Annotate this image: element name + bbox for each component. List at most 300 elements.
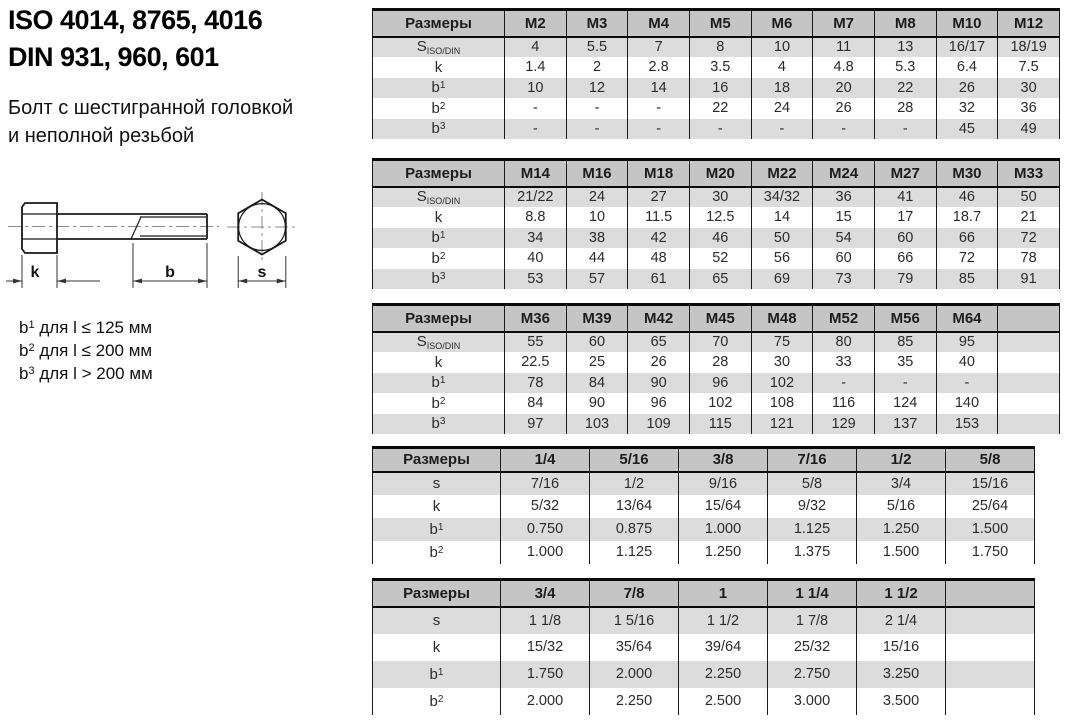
k-arrow-left [13, 279, 22, 284]
row-label: k [373, 207, 505, 228]
dimension-value: 1.125 [768, 518, 857, 541]
table-row [373, 607, 1035, 634]
product-subtitle-line2: и неполной резьбой [8, 125, 195, 147]
dimension-value: 21 [998, 207, 1060, 228]
row-label: $b^2$ [373, 248, 505, 269]
dimension-value: 1 1/2 [679, 607, 768, 634]
dimension-value: 60 [874, 228, 936, 249]
dimension-value: 69 [751, 269, 813, 290]
dimension-value: 30 [751, 352, 813, 373]
size-header: M5 [689, 10, 751, 37]
dimension-value: 24 [751, 98, 813, 119]
dimension-value: 15/16 [946, 472, 1035, 495]
dimension-value: - [628, 98, 690, 119]
metric-table-m14-m33 [372, 158, 1060, 289]
size-header: M2 [505, 10, 567, 37]
dimension-value: 1.500 [946, 518, 1035, 541]
dimension-value: 85 [874, 332, 936, 353]
dimension-value: 121 [751, 414, 813, 435]
s-arrow-right [277, 279, 286, 284]
dimension-value: 84 [505, 393, 567, 414]
dimension-value: 48 [628, 248, 690, 269]
dimension-value: 28 [689, 352, 751, 373]
dimension-value: 4 [751, 57, 813, 78]
dimension-value: 14 [628, 78, 690, 99]
dimension-value: 1/2 [590, 472, 679, 495]
dimension-value: 65 [628, 332, 690, 353]
dimension-value: 26 [628, 352, 690, 373]
dimension-value: 4 [505, 37, 567, 58]
row-label: $b^1$ [373, 518, 501, 541]
dimension-value: 27 [628, 187, 690, 208]
k-arrow-right [57, 279, 66, 284]
dimension-value: 15/64 [679, 495, 768, 518]
dimension-value: 60 [813, 248, 875, 269]
table-row [373, 187, 1060, 208]
dimension-value: 36 [998, 98, 1060, 119]
dimension-value: 34/32 [751, 187, 813, 208]
table-row [373, 332, 1060, 353]
row-label: $b^2$ [373, 393, 505, 414]
dimension-value: - [505, 119, 567, 140]
table-row [373, 688, 1035, 715]
dimension-value: 2 1/4 [857, 607, 946, 634]
s-arrow-left [238, 279, 247, 284]
dimension-value: 44 [566, 248, 628, 269]
size-header: M18 [628, 160, 690, 187]
dimension-value: 34 [505, 228, 567, 249]
dimension-value: - [628, 119, 690, 140]
dimension-value: 73 [813, 269, 875, 290]
dimension-value: 103 [566, 414, 628, 435]
dimension-value: 11.5 [628, 207, 690, 228]
dimension-value: 70 [689, 332, 751, 353]
dimension-value: 1 5/16 [590, 607, 679, 634]
dimension-value: 5/8 [768, 472, 857, 495]
dimension-value: 5.5 [566, 37, 628, 58]
dimension-value: 96 [628, 393, 690, 414]
size-header: M30 [936, 160, 998, 187]
dimension-value: 2.000 [501, 688, 590, 715]
dimension-value [946, 661, 1035, 688]
dimension-value: 79 [874, 269, 936, 290]
size-column-title: Размеры [373, 448, 501, 472]
dimension-value: 116 [813, 393, 875, 414]
dimension-value: 18.7 [936, 207, 998, 228]
dimension-value: 3.000 [768, 688, 857, 715]
size-header: 7/16 [768, 448, 857, 472]
row-label: $b^1$ [373, 228, 505, 249]
size-header: M39 [566, 305, 628, 332]
dimension-value: 12.5 [689, 207, 751, 228]
dimension-value: 21/22 [505, 187, 567, 208]
metric-table-m2-m12 [372, 8, 1060, 139]
dimension-value: 1.125 [590, 541, 679, 564]
size-header: 1 [679, 580, 768, 607]
dimension-value: 5/32 [501, 495, 590, 518]
dimension-value: 84 [566, 373, 628, 394]
dimension-value: 78 [998, 248, 1060, 269]
thread-runout [131, 217, 141, 239]
dimension-value: 96 [689, 373, 751, 394]
dimension-value: 5/16 [857, 495, 946, 518]
din-standards-title: DIN 931, 960, 601 [8, 41, 219, 72]
dimension-value: 72 [936, 248, 998, 269]
dimension-value: 10 [566, 207, 628, 228]
dimension-value [946, 634, 1035, 661]
dimension-value: - [874, 373, 936, 394]
size-header: M45 [689, 305, 751, 332]
thread-length-note-1: $b^1$ для l ≤ 125 мм [19, 318, 153, 337]
bolt-head-side [22, 203, 57, 253]
dimension-value: 90 [628, 373, 690, 394]
size-header [946, 580, 1035, 607]
dimension-value: 13 [874, 37, 936, 58]
size-column-title: Размеры [373, 10, 505, 37]
table-row [373, 57, 1060, 78]
dimension-value [998, 352, 1060, 373]
b-dim-label: b [165, 264, 175, 281]
table-row [373, 495, 1035, 518]
row-label: k [373, 57, 505, 78]
size-header: 3/8 [679, 448, 768, 472]
dimension-value: 22 [689, 98, 751, 119]
dimension-value: 50 [751, 228, 813, 249]
dimension-value: 1 7/8 [768, 607, 857, 634]
row-label: $b^3$ [373, 269, 505, 290]
dimension-value: 78 [505, 373, 567, 394]
size-header: M42 [628, 305, 690, 332]
dimension-value: 2.250 [679, 661, 768, 688]
size-column-title: Размеры [373, 580, 501, 607]
dimension-value: 26 [936, 78, 998, 99]
table-row [373, 661, 1035, 688]
dimension-value: 18 [751, 78, 813, 99]
metric-table-m36-m64 [372, 303, 1060, 434]
dimension-value: 153 [936, 414, 998, 435]
dimension-value: 2.000 [590, 661, 679, 688]
size-header: M12 [998, 10, 1060, 37]
table-row [373, 78, 1060, 99]
dimension-value: - [936, 373, 998, 394]
dimension-value: 2.8 [628, 57, 690, 78]
size-header: 1/4 [501, 448, 590, 472]
row-label: $S_{ISO/DIN}$ [373, 332, 505, 353]
dimension-value: 7.5 [998, 57, 1060, 78]
dimension-value: 1 1/8 [501, 607, 590, 634]
dimension-value: 95 [936, 332, 998, 353]
size-header: M48 [751, 305, 813, 332]
size-header: M27 [874, 160, 936, 187]
dimension-value: 137 [874, 414, 936, 435]
dimension-value: 54 [813, 228, 875, 249]
dimension-value: 3/4 [857, 472, 946, 495]
dimension-value: 13/64 [590, 495, 679, 518]
dimension-value: 57 [566, 269, 628, 290]
row-label: $b^3$ [373, 119, 505, 140]
dimension-value: 0.750 [501, 518, 590, 541]
size-header: 5/16 [590, 448, 679, 472]
size-header: M24 [813, 160, 875, 187]
dimension-value: 2.750 [768, 661, 857, 688]
size-header: M8 [874, 10, 936, 37]
table-row [373, 98, 1060, 119]
row-label: $b^2$ [373, 541, 501, 564]
dimension-value: 11 [813, 37, 875, 58]
dimension-value: 24 [566, 187, 628, 208]
dimension-value: 38 [566, 228, 628, 249]
size-header: 7/8 [590, 580, 679, 607]
size-header [998, 305, 1060, 332]
table-row [373, 228, 1060, 249]
row-label: $b^1$ [373, 661, 501, 688]
row-label: $b^2$ [373, 98, 505, 119]
dimension-value: - [505, 98, 567, 119]
dimension-value: 72 [998, 228, 1060, 249]
dimension-value: 46 [936, 187, 998, 208]
dimension-value: 49 [998, 119, 1060, 140]
row-label: s [373, 472, 501, 495]
dimension-value: 28 [874, 98, 936, 119]
row-label: k [373, 352, 505, 373]
dimension-value: 102 [751, 373, 813, 394]
dimension-value: - [566, 98, 628, 119]
dimension-value: 42 [628, 228, 690, 249]
size-header: M14 [505, 160, 567, 187]
dimension-value: 8 [689, 37, 751, 58]
size-header: M16 [566, 160, 628, 187]
size-header: M4 [628, 10, 690, 37]
dimension-value: 40 [936, 352, 998, 373]
dimension-value: - [813, 119, 875, 140]
thread-length-note-3: $b^3$ для l > 200 мм [19, 364, 153, 384]
dimension-value: 109 [628, 414, 690, 435]
row-label: k [373, 634, 501, 661]
dimension-value [998, 332, 1060, 353]
b-arrow-right [198, 279, 207, 284]
thread-length-notes [19, 316, 153, 385]
table-row [373, 472, 1035, 495]
dimension-value: 15 [813, 207, 875, 228]
dimension-value: 140 [936, 393, 998, 414]
dimension-value: 3.5 [689, 57, 751, 78]
dimension-value: 1.750 [501, 661, 590, 688]
dimension-value: - [813, 373, 875, 394]
dimension-value: 32 [936, 98, 998, 119]
row-label: $b^3$ [373, 414, 505, 435]
size-header: M56 [874, 305, 936, 332]
dimension-value: 56 [751, 248, 813, 269]
size-header: M3 [566, 10, 628, 37]
dimension-value: 1.4 [505, 57, 567, 78]
dimension-value: 1.750 [946, 541, 1035, 564]
dimension-value: 66 [874, 248, 936, 269]
size-header: 3/4 [501, 580, 590, 607]
s-dim-label: s [257, 264, 267, 281]
dimension-value: - [689, 119, 751, 140]
size-header: 1/2 [857, 448, 946, 472]
dimension-value: 36 [813, 187, 875, 208]
row-label: s [373, 607, 501, 634]
dimension-value: 15/16 [857, 634, 946, 661]
dimension-value: 33 [813, 352, 875, 373]
dimension-value [998, 393, 1060, 414]
dimension-value: 41 [874, 187, 936, 208]
row-label: $b^2$ [373, 688, 501, 715]
dimension-value: 7 [628, 37, 690, 58]
row-label: k [373, 495, 501, 518]
dimension-value: 39/64 [679, 634, 768, 661]
dimension-value: - [874, 119, 936, 140]
inch-table-3-4-to-1-1-2 [372, 578, 1035, 715]
dimension-value: 2.500 [679, 688, 768, 715]
row-label: $b^1$ [373, 373, 505, 394]
dimension-value: 10 [505, 78, 567, 99]
dimension-value: 46 [689, 228, 751, 249]
table-row [373, 269, 1060, 290]
size-header: M64 [936, 305, 998, 332]
dimension-value: 3.500 [857, 688, 946, 715]
dimension-value: 80 [813, 332, 875, 353]
size-header: M52 [813, 305, 875, 332]
dimension-value: 25/32 [768, 634, 857, 661]
dimension-value: 5.3 [874, 57, 936, 78]
dimension-value: 2 [566, 57, 628, 78]
dimension-value: 1.375 [768, 541, 857, 564]
dimension-value: 12 [566, 78, 628, 99]
dimension-value: 9/16 [679, 472, 768, 495]
standards-title [8, 2, 262, 76]
dimension-value: 124 [874, 393, 936, 414]
table-row [373, 248, 1060, 269]
dimension-value: 65 [689, 269, 751, 290]
row-label: $S_{ISO/DIN}$ [373, 187, 505, 208]
dimension-value: 50 [998, 187, 1060, 208]
dimension-value: 17 [874, 207, 936, 228]
dimension-value: 40 [505, 248, 567, 269]
size-header: M22 [751, 160, 813, 187]
dimension-value: 22 [874, 78, 936, 99]
inch-table-1-4-to-5-8 [372, 446, 1035, 564]
size-column-title: Размеры [373, 160, 505, 187]
size-header: M6 [751, 10, 813, 37]
table-row [373, 414, 1060, 435]
table-row [373, 373, 1060, 394]
row-label: $b^1$ [373, 78, 505, 99]
size-column-title: Размеры [373, 305, 505, 332]
dimension-value [998, 414, 1060, 435]
size-header: M10 [936, 10, 998, 37]
thread-length-note-2: $b^2$ для l ≤ 200 мм [19, 341, 153, 361]
dimension-value [946, 688, 1035, 715]
size-header: 1 1/2 [857, 580, 946, 607]
k-dim-label: k [30, 264, 40, 281]
dimension-value: 30 [689, 187, 751, 208]
size-header: M33 [998, 160, 1060, 187]
dimension-value: 25 [566, 352, 628, 373]
size-header: M36 [505, 305, 567, 332]
dimension-value: 2.250 [590, 688, 679, 715]
dimension-value: 25/64 [946, 495, 1035, 518]
dimension-value [946, 607, 1035, 634]
table-row [373, 634, 1035, 661]
dimension-value: 30 [998, 78, 1060, 99]
dimension-value: 1.000 [501, 541, 590, 564]
dimension-value: 26 [813, 98, 875, 119]
row-label: $S_{ISO/DIN}$ [373, 37, 505, 58]
table-row [373, 119, 1060, 140]
dimension-value: 45 [936, 119, 998, 140]
dimension-value: 6.4 [936, 57, 998, 78]
product-subtitle [8, 94, 293, 150]
dimension-value: 22.5 [505, 352, 567, 373]
size-header: 5/8 [946, 448, 1035, 472]
dimension-value: 16/17 [936, 37, 998, 58]
dimension-value: 18/19 [998, 37, 1060, 58]
dimension-value: 91 [998, 269, 1060, 290]
dimension-value [998, 373, 1060, 394]
dimension-value: 35 [874, 352, 936, 373]
dimension-value: 9/32 [768, 495, 857, 518]
dimension-value: 129 [813, 414, 875, 435]
dimension-value: 14 [751, 207, 813, 228]
dimension-value: 16 [689, 78, 751, 99]
dimension-value: 1.250 [857, 518, 946, 541]
table-row [373, 518, 1035, 541]
dimension-value: 8.8 [505, 207, 567, 228]
dimension-value: 35/64 [590, 634, 679, 661]
size-header: M20 [689, 160, 751, 187]
table-row [373, 352, 1060, 373]
dimension-value: 53 [505, 269, 567, 290]
dimension-value: 1.500 [857, 541, 946, 564]
dimension-value: 0.875 [590, 518, 679, 541]
dimension-value: 97 [505, 414, 567, 435]
dimension-value: 61 [628, 269, 690, 290]
table-row [373, 207, 1060, 228]
dimension-value: 1.000 [679, 518, 768, 541]
dimension-value: 85 [936, 269, 998, 290]
iso-standards-title: ISO 4014, 8765, 4016 [8, 5, 263, 35]
b-arrow-left [133, 279, 142, 284]
dimension-value: 60 [566, 332, 628, 353]
table-row [373, 37, 1060, 58]
dimension-value: 4.8 [813, 57, 875, 78]
dimension-value: 55 [505, 332, 567, 353]
dimension-value: 20 [813, 78, 875, 99]
dimension-value: 115 [689, 414, 751, 435]
dimension-value: 3.250 [857, 661, 946, 688]
table-row [373, 541, 1035, 564]
dimension-value: - [751, 119, 813, 140]
dimension-value: 102 [689, 393, 751, 414]
bolt-technical-drawing [0, 185, 360, 305]
dimension-value: 90 [566, 393, 628, 414]
dimension-value: 7/16 [501, 472, 590, 495]
product-subtitle-line1: Болт с шестигранной головкой [8, 97, 294, 119]
dimension-value: - [566, 119, 628, 140]
dimension-value: 66 [936, 228, 998, 249]
dimension-value: 52 [689, 248, 751, 269]
dimension-value: 15/32 [501, 634, 590, 661]
dimension-value: 1.250 [679, 541, 768, 564]
table-row [373, 393, 1060, 414]
dimension-value: 108 [751, 393, 813, 414]
dimension-value: 10 [751, 37, 813, 58]
dimension-value: 75 [751, 332, 813, 353]
size-header: M7 [813, 10, 875, 37]
size-header: 1 1/4 [768, 580, 857, 607]
